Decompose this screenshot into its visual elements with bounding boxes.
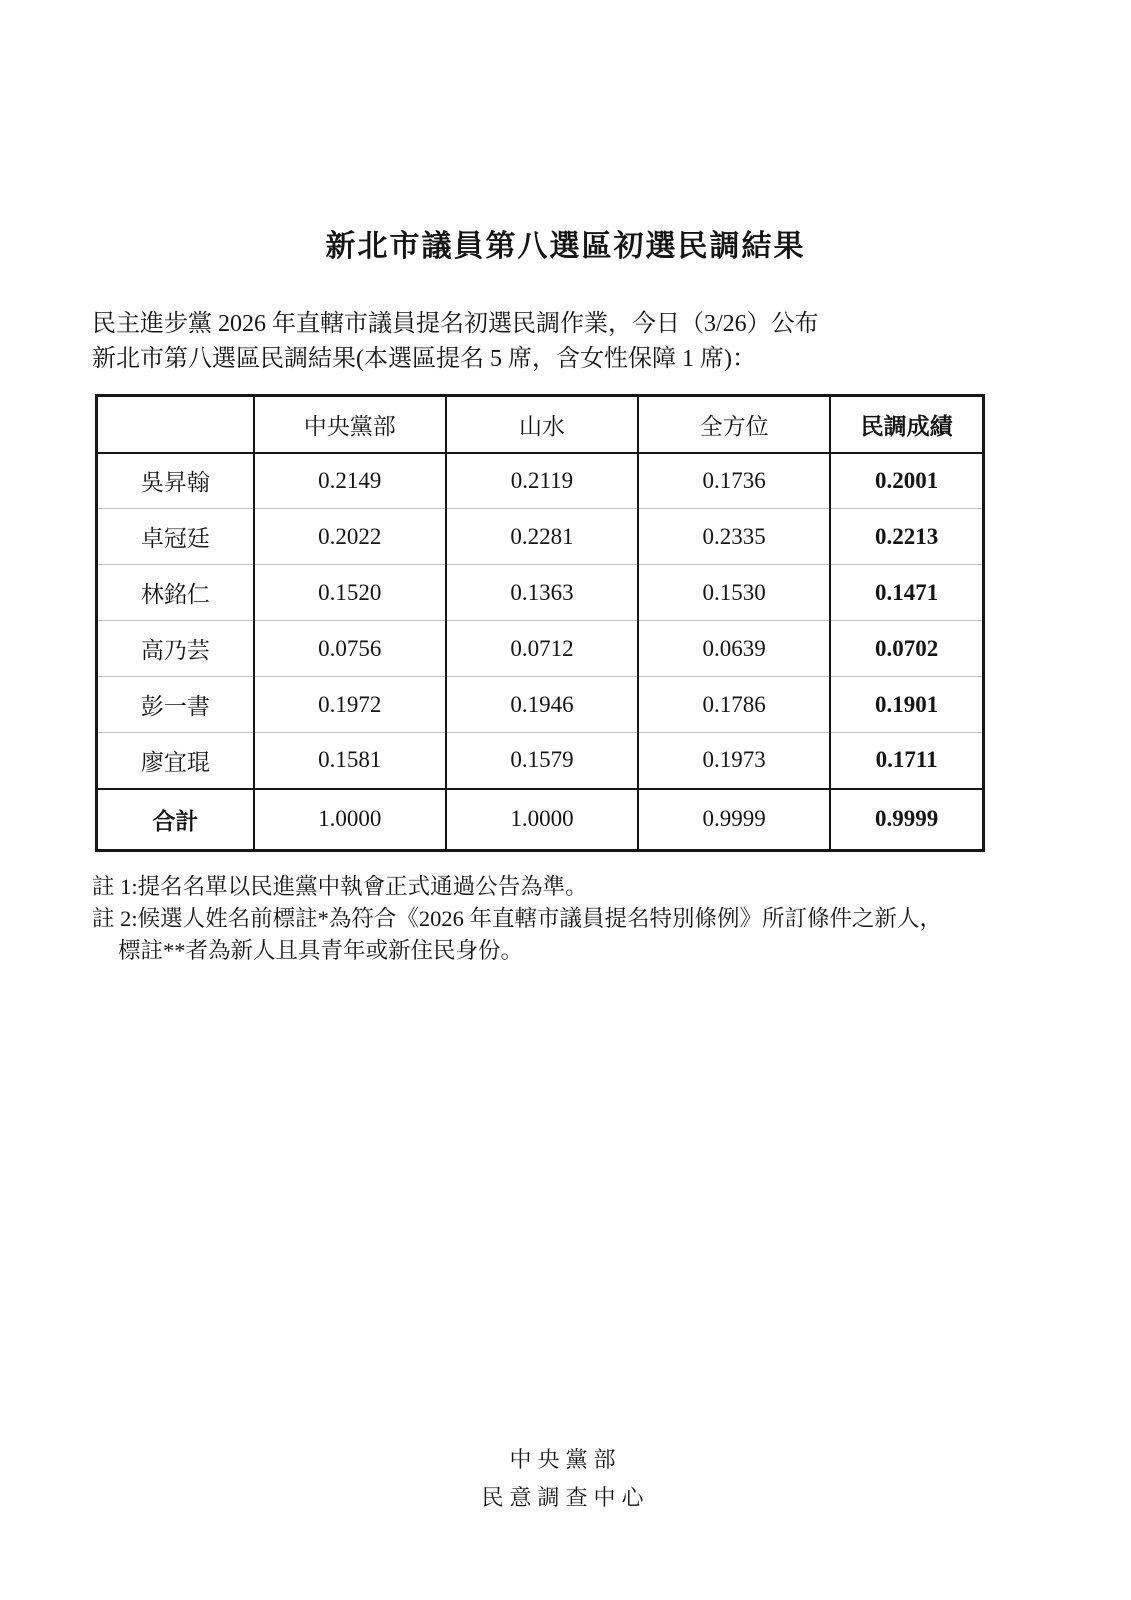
- intro-line-2: 新北市第八選區民調結果(本選區提名 5 席，含女性保障 1 席)：: [92, 346, 756, 372]
- cell-value: 0.2149: [254, 453, 446, 509]
- total-label: 合計: [97, 789, 254, 851]
- intro-paragraph: [92, 307, 952, 377]
- cell-value: 0.1530: [638, 565, 830, 621]
- total-score: 0.9999: [830, 789, 983, 851]
- cell-value: 0.1579: [446, 733, 638, 789]
- candidate-name: 吳昇翰: [97, 453, 254, 509]
- candidate-name: 高乃芸: [97, 621, 254, 677]
- header-central-party: 中央黨部: [254, 396, 446, 453]
- candidate-name: 林銘仁: [97, 565, 254, 621]
- candidate-name: 廖宜琨: [97, 733, 254, 789]
- cell-score: 0.2001: [830, 453, 983, 509]
- table-row: [97, 733, 984, 789]
- table-header-row: [97, 396, 984, 453]
- table-row: [97, 621, 984, 677]
- page-title: 新北市議員第八選區初選民調結果: [325, 230, 806, 263]
- header-quanfangwei: 全方位: [638, 396, 830, 453]
- total-value: 1.0000: [446, 789, 638, 851]
- cell-value: 0.0639: [638, 621, 830, 677]
- table-row: [97, 565, 984, 621]
- poll-results-table: [95, 394, 985, 852]
- cell-value: 0.1363: [446, 565, 638, 621]
- cell-value: 0.1520: [254, 565, 446, 621]
- cell-value: 0.2335: [638, 509, 830, 565]
- cell-score: 0.2213: [830, 509, 983, 565]
- cell-value: 0.1736: [638, 453, 830, 509]
- table-row: [97, 453, 984, 509]
- footer: [0, 1441, 1131, 1517]
- cell-value: 0.1581: [254, 733, 446, 789]
- cell-value: 0.0712: [446, 621, 638, 677]
- header-shanshui: 山水: [446, 396, 638, 453]
- header-blank: [97, 396, 254, 453]
- cell-value: 0.2119: [446, 453, 638, 509]
- footer-org: 中央黨部: [509, 1447, 622, 1472]
- note-1: 註 1:提名名單以民進黨中執會正式通過公告為準。: [92, 874, 588, 899]
- cell-value: 0.2022: [254, 509, 446, 565]
- candidate-name: 彭一書: [97, 677, 254, 733]
- cell-value: 0.1946: [446, 677, 638, 733]
- total-row: [97, 789, 984, 851]
- table-row: [97, 509, 984, 565]
- cell-value: 0.1972: [254, 677, 446, 733]
- cell-value: 0.1973: [638, 733, 830, 789]
- table-row: [97, 677, 984, 733]
- cell-score: 0.1471: [830, 565, 983, 621]
- cell-value: 0.2281: [446, 509, 638, 565]
- cell-score: 0.0702: [830, 621, 983, 677]
- cell-score: 0.1901: [830, 677, 983, 733]
- total-value: 0.9999: [638, 789, 830, 851]
- footer-dept: 民意調查中心: [481, 1485, 650, 1510]
- cell-value: 0.1786: [638, 677, 830, 733]
- cell-score: 0.1711: [830, 733, 983, 789]
- header-poll-score: 民調成績: [830, 396, 983, 453]
- note-2-line-2: 標註**者為新人且具青年或新住民身份。: [118, 938, 524, 963]
- notes-section: [92, 871, 992, 967]
- total-value: 1.0000: [254, 789, 446, 851]
- candidate-name: 卓冠廷: [97, 509, 254, 565]
- intro-line-1: 民主進步黨 2026 年直轄市議員提名初選民調作業，今日（3/26）公布: [92, 311, 819, 337]
- note-2-line-1: 註 2:候選人姓名前標註*為符合《2026 年直轄市議員提名特別條例》所訂條件之新人，: [92, 906, 943, 931]
- cell-value: 0.0756: [254, 621, 446, 677]
